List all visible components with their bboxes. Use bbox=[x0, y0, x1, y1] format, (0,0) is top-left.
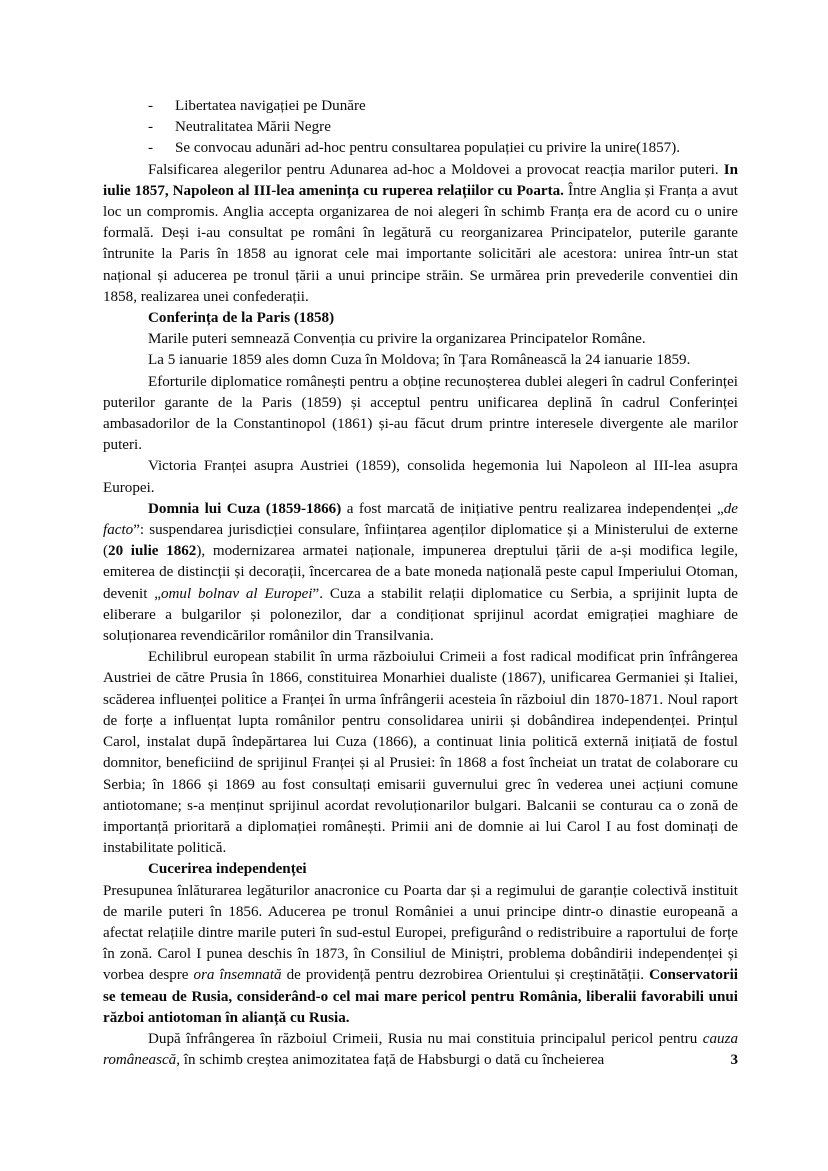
emphasis-napoleon-threat: In iulie 1857, Napoleon al III-lea amenința cu ruperea relațiilor cu Poarta. bbox=[103, 161, 738, 199]
paragraph-text-cont2: ), modernizarea armatei naționale, impunerea dreptului țării de a-și modifica legile, emiterea de distincții și decorații, încercarea de a bate moneda națională peste capul Imperiului Otoman, devenit „ bbox=[103, 543, 738, 602]
list-item-text: Se convocau adunări ad-hoc pentru consultarea populației cu privire la unire(1857). bbox=[175, 140, 681, 157]
paragraph-falsificarea bbox=[103, 160, 738, 308]
paragraph-text-cont: Între Anglia și Franța a avut loc un compromis. Anglia accepta organizarea de noi alegeri în schimb Franța era de acord cu o unire formală. Deși i-au consultat pe români în legătură cu reorganizarea Principatelor, puterile garante întrunite la Paris în 1858 au ignorat cele mai importante solicitări ale acestora: unirea într-un stat național și aducerea pe tronul țării a unui principe străin. Se urmărea prin prevederile conventiei din 1858, realizarea unei confederații. bbox=[103, 182, 738, 305]
paragraph-text: a fost marcată de inițiative pentru realizarea independenței „ bbox=[341, 500, 724, 517]
paragraph-domnia-cuza bbox=[103, 499, 738, 647]
bullet-dash-icon: - bbox=[148, 119, 154, 136]
document-body bbox=[103, 96, 738, 1071]
paragraph-marile-puteri: Marile puteri semnează Convenția cu privire la organizarea Principatelor Române. bbox=[148, 331, 646, 348]
bullet-dash-icon: - bbox=[148, 98, 154, 114]
paragraph-text: Falsificarea alegerilor pentru Adunarea ad-hoc a Moldovei a provocat reacția marilor puteri. bbox=[148, 161, 724, 178]
italic-de-facto: de facto bbox=[103, 500, 738, 539]
paragraph-text-cont3: ”. Cuza a stabilit relații diplomatice cu Serbia, a sprijinit lupta de eliberare a bulgarilor și polonezilor, dar a condiționat sprijinul acordat emigrației maghiare de soluționarea revendicărilor românilor din Transilvania. bbox=[103, 585, 738, 645]
list-item bbox=[103, 96, 738, 117]
heading-conferinta-paris: Conferința de la Paris (1858) bbox=[148, 310, 335, 327]
paragraph-text: Presupunea înlăturarea legăturilor anacronice cu Poarta dar și a regimului de garanție colectivă instituit de marile puteri în 1856. Aducerea pe tronul României a unui principe dintr-o dinastie europeană a afectat relațiile dintre marile puteri în sud-estul Europei, prefigurând o redistribuire a raportului de forțe în zonă. Carol I punea deschis în 1873, în Consiliul de Miniștri, problema dobândirii independenței și vorbea despre bbox=[103, 882, 738, 984]
paragraph-text-cont: ”: suspendarea jurisdicției consulare, înființarea agenților diplomatice și a Ministerului de externe ( bbox=[103, 522, 738, 560]
paragraph-echilibrul-european: Echilibrul european stabilit în urma războiului Crimeii a fost radical modificat prin înfrângerea Austriei de către Prusia în 1866, constituirea Monarhiei dualiste (1867), unificarea Germaniei și Italiei, scăderea influenței politice a Franței în urma înfrângerii acesteia în războiul din 1870-1871. Noul raport de forțe a influențat lupta românilor pentru consolidarea unirii și dobândirea independenței. Prințul Carol, instalat după îndepărtarea lui Cuza (1866), a continuat linia politică externă inițiată de fostul domnitor, beneficiind de sprijinul Franței și al Prusiei: în 1868 a fost încheiat un tratat de colaborare cu Serbia; în 1866 și 1869 au fost consultați emisarii guvernului grec în vederea unei acțiuni comune antiotomane; s-a menținut sprijinul acordat revoluționarilor bulgari. Balcanii se conturau ca o zonă de importanță prioritară a diplomației românești. Primii ani de domnie ai lui Carol I au fost dominați de instabilitate politică. bbox=[103, 649, 738, 857]
list-item-text: Neutralitatea Mării Negre bbox=[175, 119, 331, 136]
bullet-list bbox=[103, 96, 738, 160]
page-number: 3 bbox=[730, 1052, 738, 1068]
heading-cucerirea-independentei: Cucerirea independenței bbox=[148, 861, 307, 878]
emphasis-date-1862: 20 iulie 1862 bbox=[108, 543, 197, 560]
paragraph-text: După înfrângerea în războiul Crimeii, Rusia nu mai constituia principalul pericol pentru bbox=[148, 1030, 703, 1047]
paragraph-eforturile-diplomatice: Eforturile diplomatice românești pentru a obține recunoșterea dublei alegeri în cadrul Conferinței puterilor garante de la Paris (1859) și acceptul pentru unificarea deplină în cadrul Conferinței ambasadorilor de la Constantinopol (1861) și-au făcut drum printre interesele divergente ale marilor puteri. bbox=[103, 373, 738, 454]
italic-cauza-romaneasca: cauza românească bbox=[103, 1030, 738, 1069]
list-item-text: Libertatea navigației pe Dunăre bbox=[175, 98, 366, 114]
emphasis-conservatorii: Conservatorii se temeau de Rusia, considerând-o cel mai mare pericol pentru România, liberalii favorabili unui război antiotoman în alianță cu Rusia. bbox=[103, 967, 738, 1026]
paragraph-cuza-ales: La 5 ianuarie 1859 ales domn Cuza în Moldova; în Țara Românească la 24 ianuarie 1859. bbox=[148, 352, 691, 369]
paragraph-presupunea bbox=[103, 881, 738, 1029]
list-item bbox=[103, 117, 738, 138]
italic-ora-insemnata: ora însemnată bbox=[193, 967, 282, 984]
bullet-dash-icon: - bbox=[148, 140, 154, 157]
emphasis-domnia-cuza: Domnia lui Cuza (1859-1866) bbox=[148, 500, 342, 517]
paragraph-victoria-frantei: Victoria Franței asupra Austriei (1859), consolida hegemonia lui Napoleon al III-lea asupra Europei. bbox=[103, 458, 738, 496]
italic-omul-bolnav: omul bolnav al Europei bbox=[160, 585, 313, 602]
paragraph-text-cont: , în schimb creștea animozitatea față de Habsburgi o dată cu încheierea bbox=[176, 1052, 605, 1069]
list-item bbox=[103, 138, 738, 159]
paragraph-text-cont: de providență pentru dezrobirea Orientului și creștinătății. bbox=[281, 967, 650, 984]
